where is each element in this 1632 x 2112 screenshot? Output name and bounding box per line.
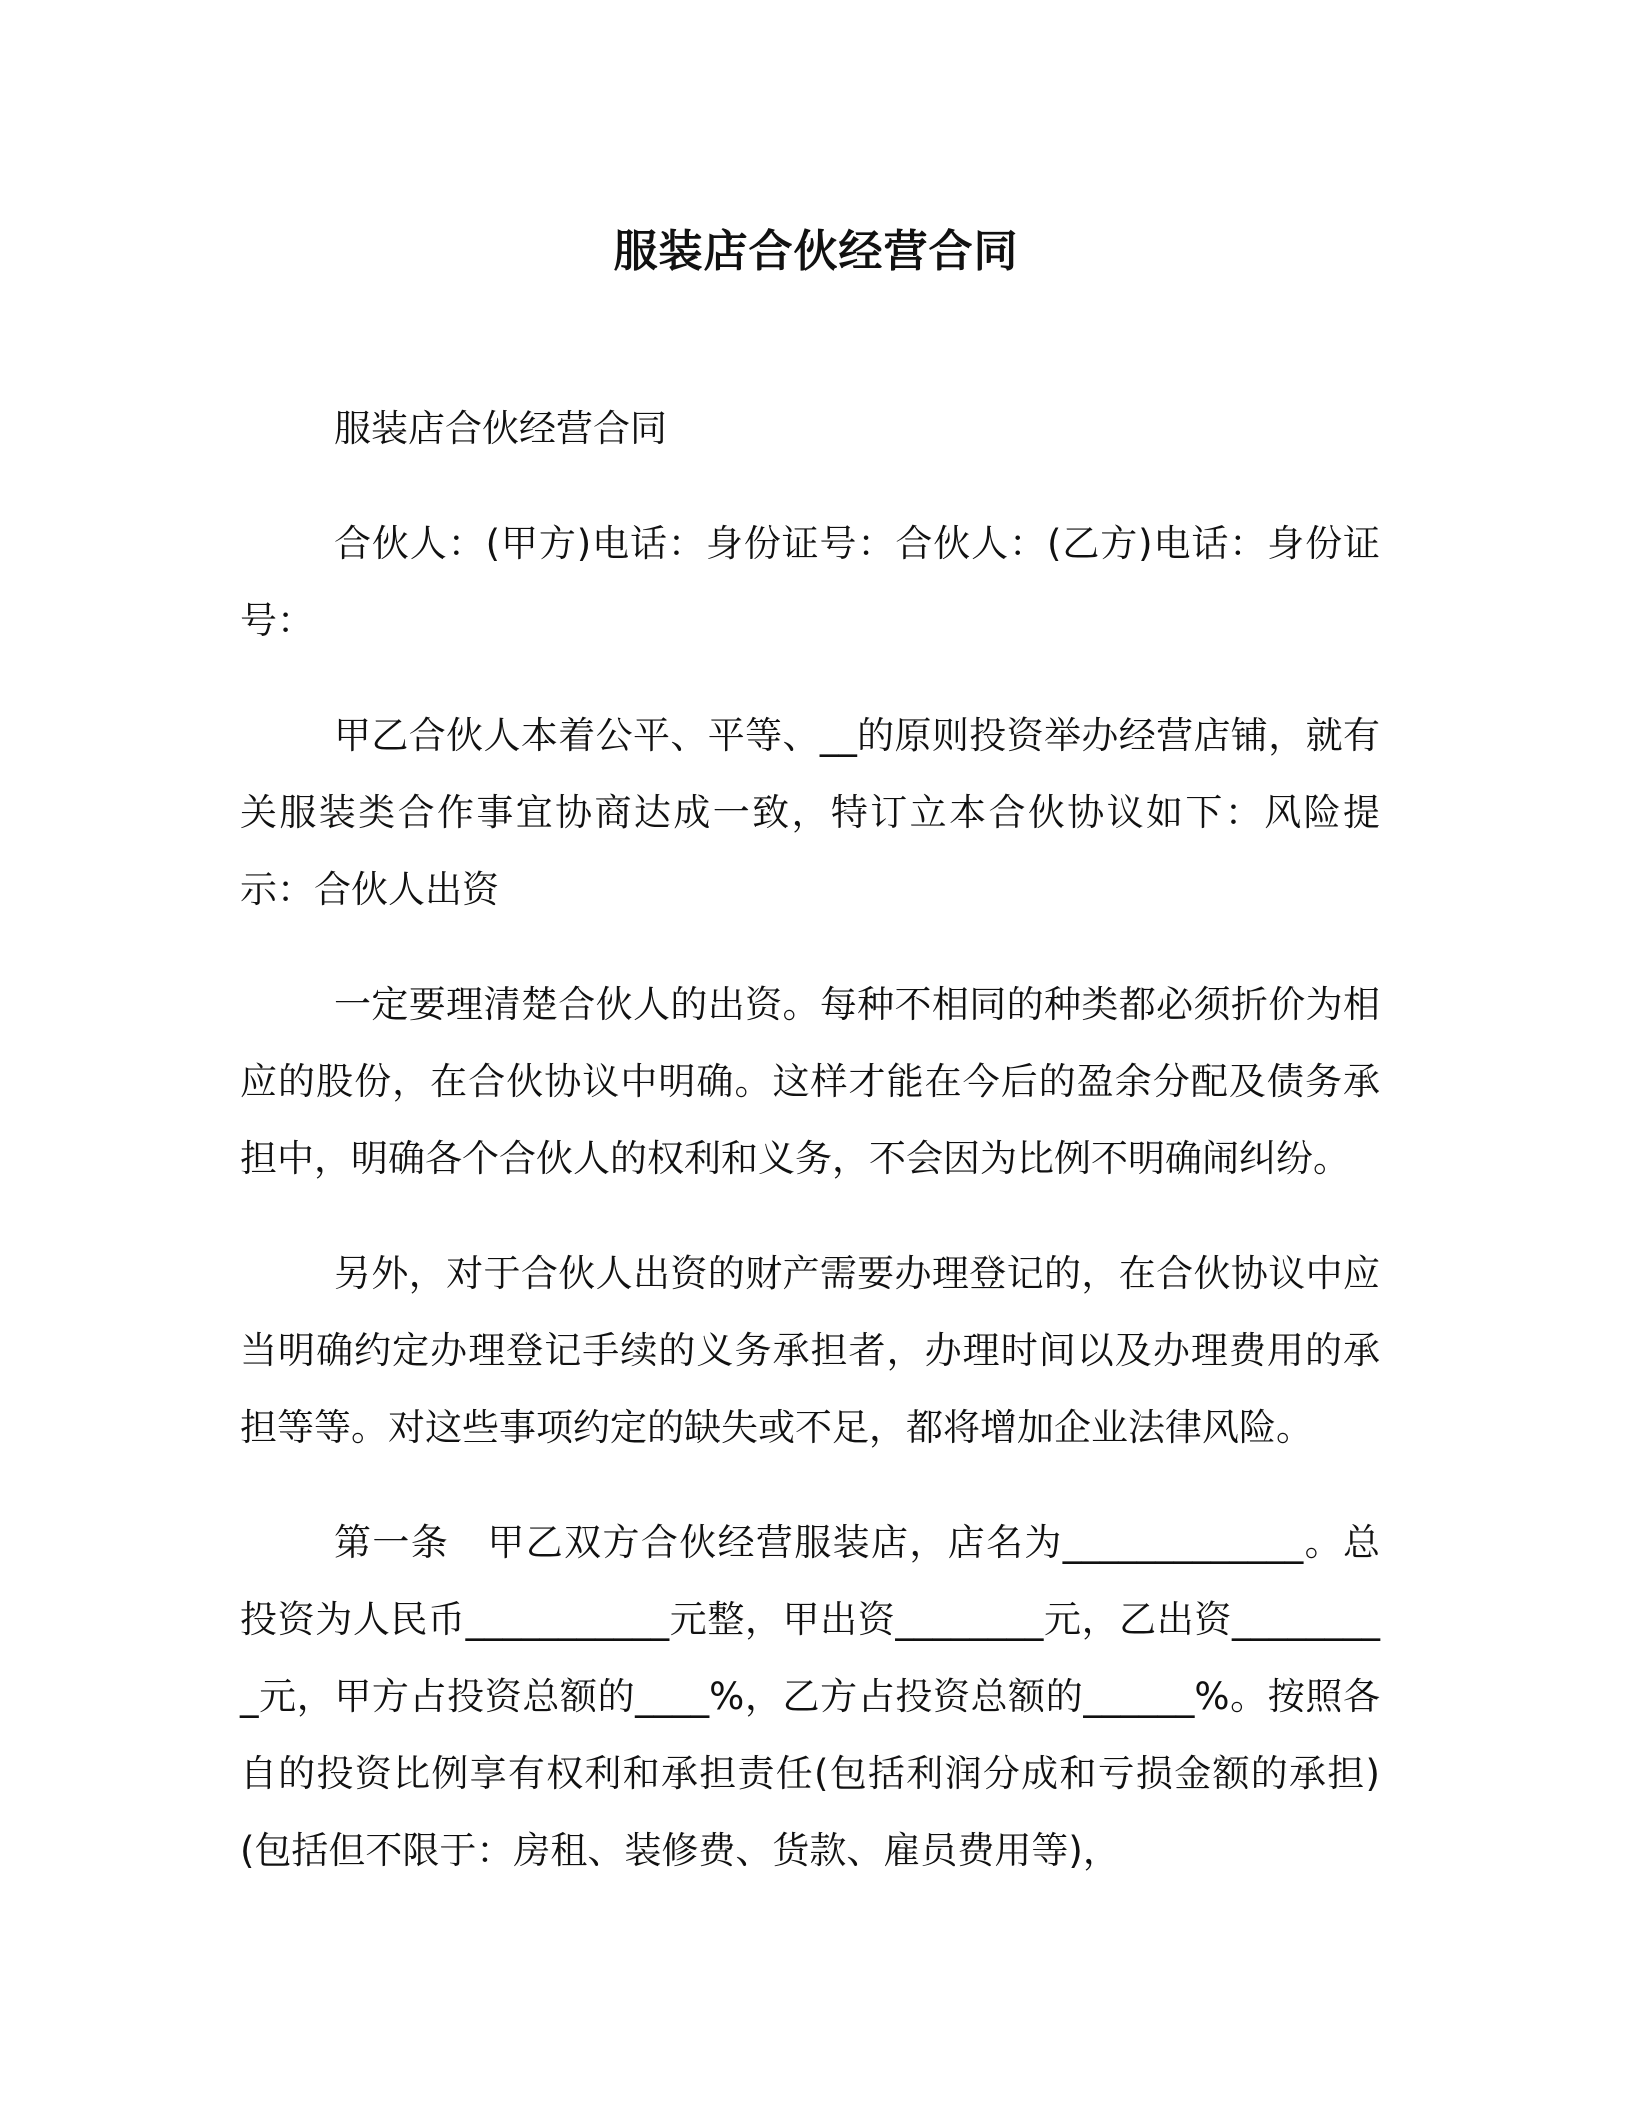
- paragraph-contribution-note: 一定要理清楚合伙人的出资。每种不相同的种类都必须折价为相应的股份，在合伙协议中明确。这样才能在今后的盈余分配及债务承担中，明确各个合伙人的权利和义务，不会因为比例不明确闹纠纷。: [240, 983, 1380, 1180]
- document-title: 服装店合伙经营合同: [613, 226, 1019, 277]
- paragraph-article-one: 第一条 甲乙双方合伙经营服装店，店名为_____________。总投资为人民币___________元整，甲出资________元，乙出资_________元，甲方占投资总额的____%，乙方占投资总额的______%。按照各自的投资比例享有权利和承担责任(包括利润分成和亏损金额的承担)(包括但不限于：房租、装修费、货款、雇员费用等)，: [240, 1521, 1380, 1872]
- paragraph-partners: 合伙人：(甲方)电话：身份证号：合伙人：(乙方)电话：身份证号：: [240, 522, 1380, 642]
- paragraph-registration-note: 另外，对于合伙人出资的财产需要办理登记的，在合伙协议中应当明确约定办理登记手续的义务承担者，办理时间以及办理费用的承担等等。对这些事项约定的缺失或不足，都将增加企业法律风险。: [240, 1252, 1380, 1449]
- paragraph-subtitle: 服装店合伙经营合同: [334, 407, 667, 450]
- paragraph-preamble: 甲乙合伙人本着公平、平等、__的原则投资举办经营店铺，就有关服装类合作事宜协商达成一致，特订立本合伙协议如下：风险提示：合伙人出资: [240, 714, 1380, 911]
- document-body: [240, 390, 1380, 1927]
